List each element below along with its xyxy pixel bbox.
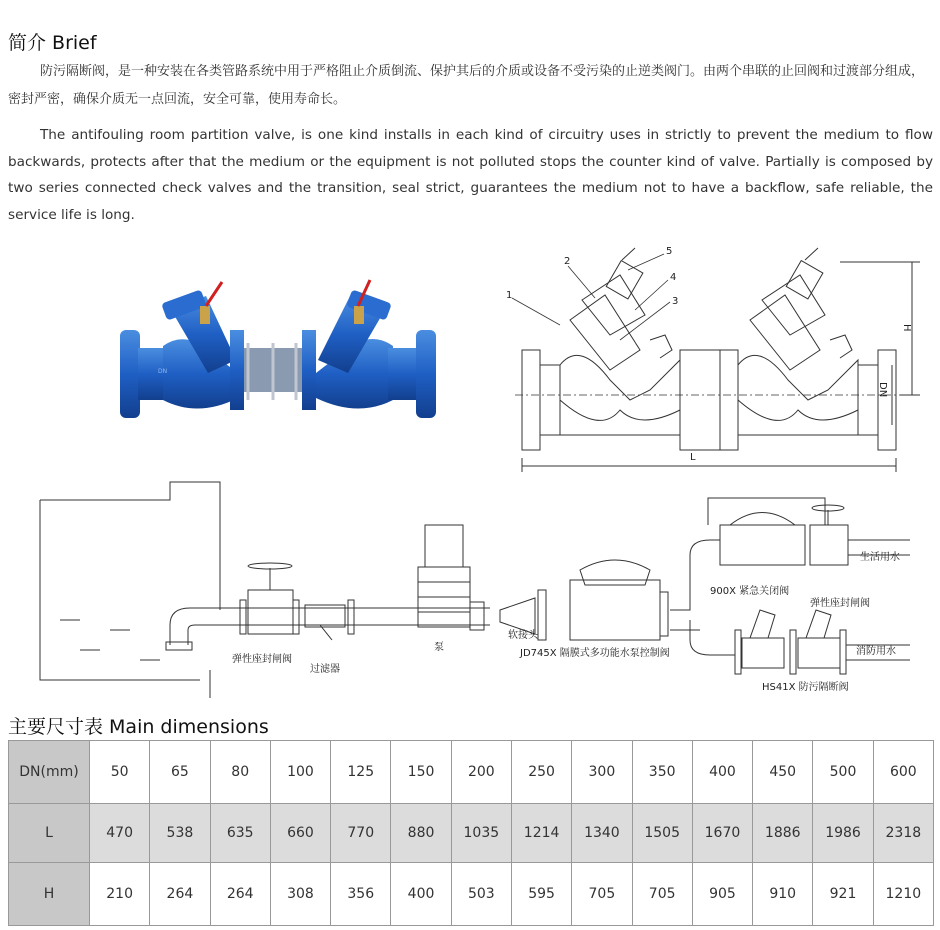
cell-l: 1340 (572, 804, 632, 863)
cell-h: 905 (692, 863, 752, 926)
cell-dn: 50 (90, 741, 150, 804)
cell-h: 356 (331, 863, 391, 926)
label-control-valve: JD745X 隔膜式多功能水泵控制阀 (520, 648, 670, 659)
cell-h: 1210 (873, 863, 933, 926)
dim-l-label: L (690, 452, 696, 463)
label-gate-valve-2: 弹性座封闸阀 (810, 598, 870, 609)
cell-h: 910 (753, 863, 813, 926)
cell-dn: 65 (150, 741, 210, 804)
label-domestic-water: 生活用水 (860, 552, 900, 563)
label-emergency-valve: 900X 紧急关闭阀 (710, 586, 790, 597)
cell-dn: 400 (692, 741, 752, 804)
cell-l: 1886 (753, 804, 813, 863)
cell-h: 264 (210, 863, 270, 926)
dimensions-heading: 主要尺寸表 Main dimensions (8, 716, 269, 738)
callout-4: 4 (670, 272, 677, 283)
label-gate-valve-1: 弹性座封闸阀 (232, 654, 292, 665)
cell-dn: 300 (572, 741, 632, 804)
callout-2: 2 (564, 256, 571, 267)
cell-h: 503 (451, 863, 511, 926)
table-row-h (9, 863, 934, 926)
cell-h: 705 (632, 863, 692, 926)
cell-dn: 125 (331, 741, 391, 804)
cell-dn: 100 (270, 741, 330, 804)
cell-l: 470 (90, 804, 150, 863)
cell-l: 635 (210, 804, 270, 863)
table-row-dn (9, 741, 934, 804)
cell-dn: 80 (210, 741, 270, 804)
cell-l: 1670 (692, 804, 752, 863)
valve-photo (118, 268, 448, 438)
installation-diagram (20, 470, 920, 700)
cell-h: 210 (90, 863, 150, 926)
label-fire-water: 消防用水 (856, 646, 896, 657)
row-label-dn: DN(mm) (9, 741, 90, 804)
label-pump: 泵 (434, 642, 444, 653)
brief-paragraph-cn: 防污隔断阀，是一种安装在各类管路系统中用于严格阻止介质倒流、保护其后的介质或设备不受污染的止逆类阀门。由两个串联的止回阀和过渡部分组成，密封严密，确保介质无一点回流，安全可靠，使用寿命长。 (8, 64, 925, 107)
callout-5: 5 (666, 246, 673, 257)
cell-h: 308 (270, 863, 330, 926)
cell-dn: 600 (873, 741, 933, 804)
cell-dn: 350 (632, 741, 692, 804)
cell-dn: 500 (813, 741, 873, 804)
row-label-l: L (9, 804, 90, 863)
brief-heading: 简介 Brief (8, 32, 97, 54)
cell-l: 1505 (632, 804, 692, 863)
cell-h: 264 (150, 863, 210, 926)
dim-h-label: H (901, 324, 912, 332)
cell-l: 1035 (451, 804, 511, 863)
row-label-h: H (9, 863, 90, 926)
brief-paragraph-en: The antifouling room partition valve, is one kind installs in each kind of circuitry uses in strictly to prevent the medium to flow backwards, protects after that the medium or the equipment is not polluted stops the counter kind of valve. Partially is composed by two series connected check valves and the transition, seal strict, guarantees the medium not to have a backflow, safe reliable, the service life is long. (8, 127, 933, 223)
cell-l: 1214 (511, 804, 571, 863)
table-row-l (9, 804, 934, 863)
svg-text:DN: DN (158, 368, 168, 375)
cell-l: 538 (150, 804, 210, 863)
label-strainer: 过滤器 (310, 664, 340, 675)
cell-dn: 200 (451, 741, 511, 804)
cell-h: 921 (813, 863, 873, 926)
cell-dn: 450 (753, 741, 813, 804)
callout-3: 3 (672, 296, 679, 307)
cell-l: 770 (331, 804, 391, 863)
cell-h: 400 (391, 863, 451, 926)
label-joint: 软接头 (508, 630, 538, 641)
callout-1: 1 (506, 290, 513, 301)
cell-h: 705 (572, 863, 632, 926)
dim-dn-label: DN (877, 382, 888, 398)
cell-h: 595 (511, 863, 571, 926)
valve-section-drawing (500, 240, 930, 480)
cell-l: 660 (270, 804, 330, 863)
cell-l: 880 (391, 804, 451, 863)
cell-l: 1986 (813, 804, 873, 863)
cell-dn: 150 (391, 741, 451, 804)
cell-l: 2318 (873, 804, 933, 863)
dimensions-table (8, 740, 934, 926)
label-hs41x: HS41X 防污隔断阀 (762, 682, 849, 693)
cell-dn: 250 (511, 741, 571, 804)
